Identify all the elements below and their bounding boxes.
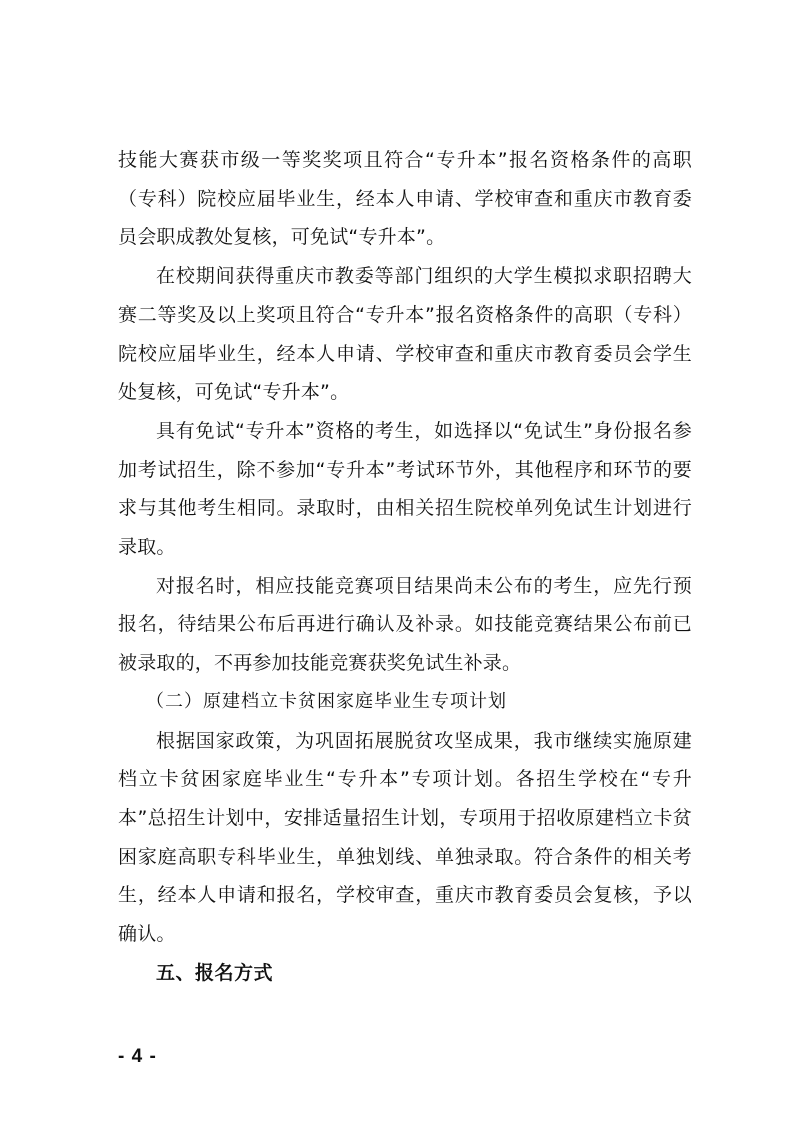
section-subheading: （二）原建档立卡贫困家庭毕业生专项计划 xyxy=(146,690,507,712)
paragraph-pre-registration: 对报名时，相应技能竞赛项目结果尚未公布的考生，应先行预报名，待结果公布后再进行确认及补录。如技能竞赛结果公布前已被录取的，不再参加技能竞赛获奖免试生补录。 xyxy=(118,574,692,675)
paragraph-special-plan: 根据国家政策，为巩固拓展脱贫攻坚成果，我市继续实施原建档立卡贫困家庭毕业生“专升本”专项计划。各招生学校在“专升本”总招生计划中，安排适量招生计划，专项用于招收原建档立卡贫困家庭高职专科毕业生，单独划线、单独录取。符合条件的相关考生，经本人申请和报名，学校审查，重庆市教育委员会复核，予以确认。 xyxy=(118,729,692,946)
paragraph-job-contest: 在校期间获得重庆市教委等部门组织的大学生模拟求职招聘大赛二等奖及以上奖项且符合“专升本”报名资格条件的高职（专科）院校应届毕业生，经本人申请、学校审查和重庆市教育委员会学生处复核，可免试“专升本”。 xyxy=(118,265,692,404)
section-heading: 五、报名方式 xyxy=(156,961,274,984)
paragraph-skills-contest: 技能大赛获市级一等奖奖项且符合“专升本”报名资格条件的高职（专科）院校应届毕业生，经本人申请、学校审查和重庆市教育委员会职成教处复核，可免试“专升本”。 xyxy=(118,149,692,249)
page-number: - 4 - xyxy=(118,1046,157,1067)
body-text xyxy=(118,141,692,992)
paragraph-exemption-rules: 具有免试“专升本”资格的考生，如选择以“免试生”身份报名参加考试招生，除不参加“专升本”考试环节外，其他程序和环节的要求与其他考生相同。录取时，由相关招生院校单列免试生计划进行录取。 xyxy=(118,419,692,559)
